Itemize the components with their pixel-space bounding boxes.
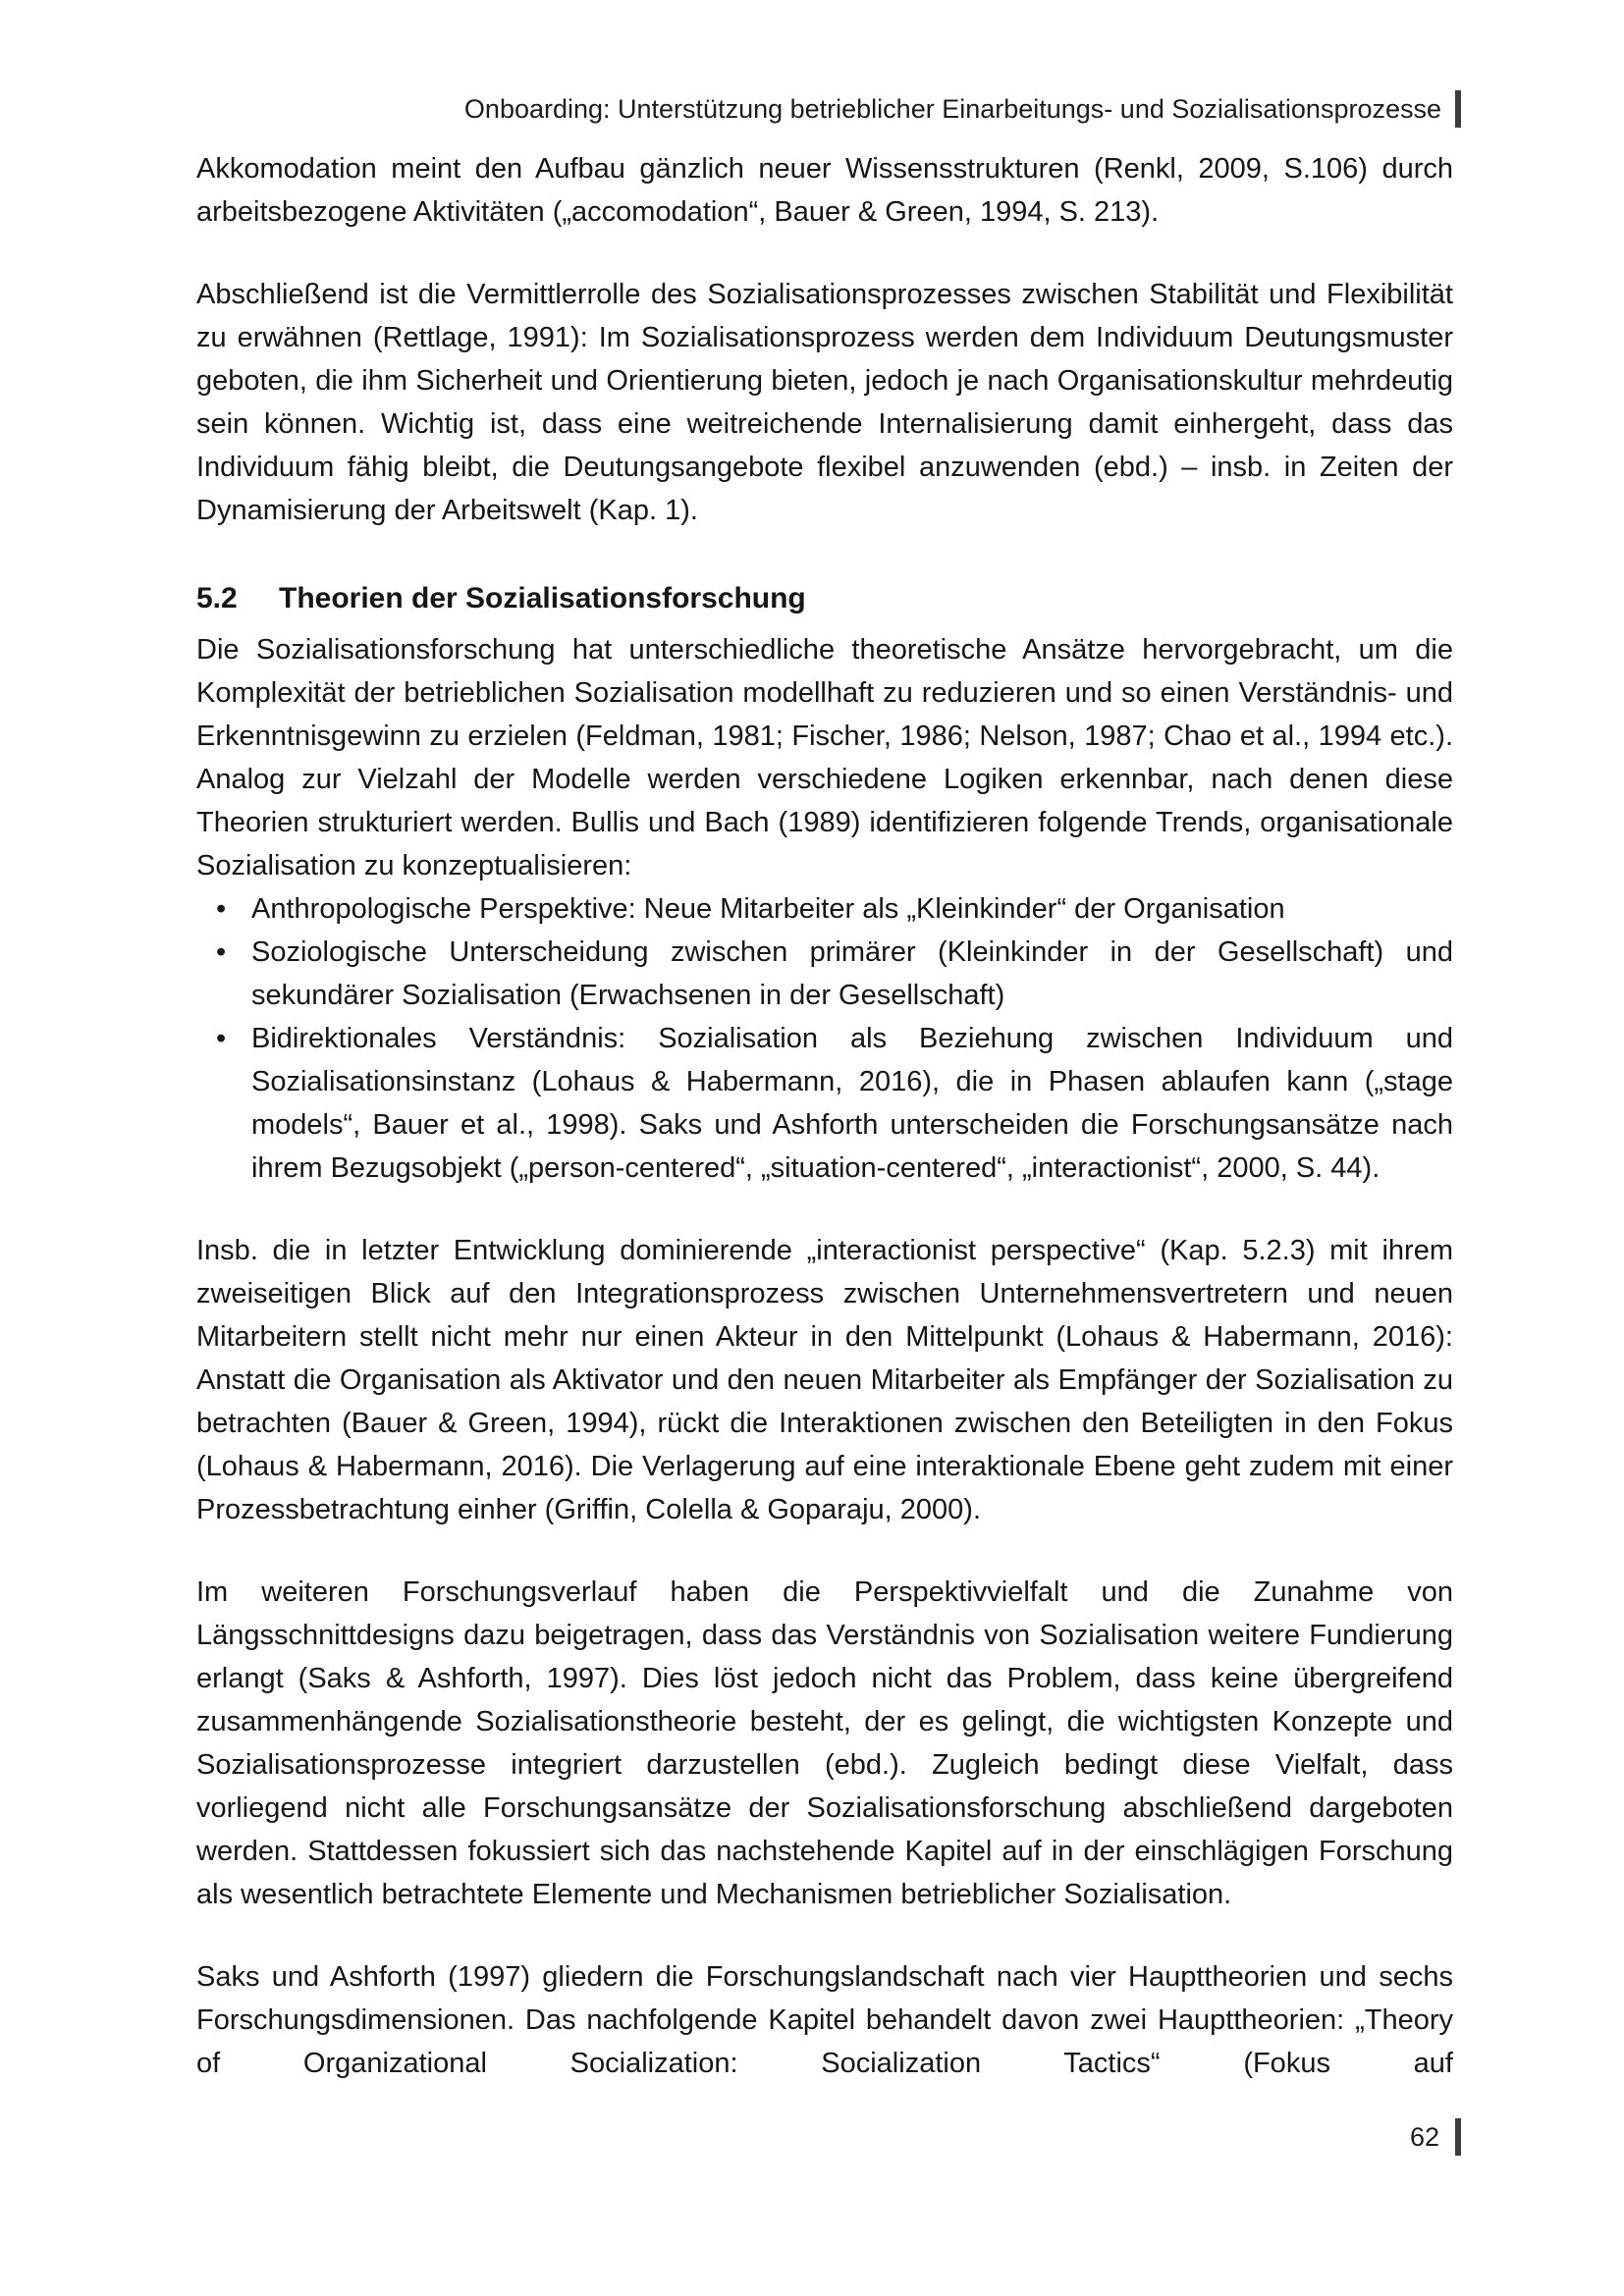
- page-body-text: [196, 147, 1453, 2124]
- bullet-item-bidirektional: • Bidirektionales Verständnis: Sozialisation als Beziehung zwischen Individuum und Sozialisationsinstanz (Lohaus & Habermann, 2016), die in Phasen ablaufen kann („stage models“, Bauer et al., 1998). Saks und Ashforth unterscheiden die Forschungsansätze nach ihrem Bezugsobjekt („person-centered“, „situation-centered“, „interactionist“, 2000, S. 44).: [251, 1017, 1453, 1190]
- page-number-rule: [1455, 2118, 1461, 2156]
- section-title: Theorien der Sozialisationsforschung: [279, 582, 806, 614]
- paragraph-forschungsverlauf: Im weiteren Forschungsverlauf haben die Perspektivvielfalt und die Zunahme von Längsschnittdesigns dazu beigetragen, dass das Verständnis von Sozialisation weitere Fundierung erlangt (Saks & Ashforth, 1997). Dies löst jedoch nicht das Problem, dass keine übergreifend zusammenhängende Sozialisationstheorie besteht, der es gelingt, die wichtigsten Konzepte und Sozialisationsprozesse integriert darzustellen (ebd.). Zugleich bedingt diese Vielfalt, dass vorliegend nicht alle Forschungsansätze der Sozialisationsforschung abschließend dargeboten werden. Stattdessen fokussiert sich das nachstehende Kapitel auf in der einschlägigen Forschung als wesentlich betrachtete Elemente und Mechanismen betrieblicher Sozialisation.: [196, 1576, 1453, 1910]
- paragraph-haupttheorien: Saks und Ashforth (1997) gliedern die Forschungslandschaft nach vier Haupttheorien und sechs Forschungsdimensionen. Das nachfolgende Kapitel behandelt davon zwei Haupttheorien: „Theory of Organizational Socialization: Socialization Tactics“ (Fokus auf: [196, 1961, 1453, 2079]
- page-footer: [1410, 2118, 1461, 2156]
- section-number: 5.2: [196, 582, 238, 614]
- paragraph-intro-theorien: Die Sozialisationsforschung hat unterschiedliche theoretische Ansätze hervorgebracht, um die Komplexität der betrieblichen Sozialisation modellhaft zu reduzieren und so einen Verständnis- und Erkenntnisgewinn zu erzielen (Feldman, 1981; Fischer, 1986; Nelson, 1987; Chao et al., 1994 etc.). Analog zur Vielzahl der Modelle werden verschiedene Logiken erkennbar, nach denen diese Theorien strukturiert werden. Bullis und Bach (1989) identifizieren folgende Trends, organisationale Sozialisation zu konzeptualisieren:: [196, 634, 1453, 881]
- running-header: [464, 90, 1461, 128]
- header-rule: [1455, 90, 1461, 128]
- section-heading: [196, 577, 1453, 620]
- paragraph-akkomodation: Akkomodation meint den Aufbau gänzlich neuer Wissensstrukturen (Renkl, 2009, S.106) durch arbeitsbezogene Aktivitäten („accomodation“, Bauer & Green, 1994, S. 213).: [196, 153, 1453, 228]
- bullet-item-soziologisch: • Soziologische Unterscheidung zwischen primärer (Kleinkinder in der Gesellschaft) und sekundärer Sozialisation (Erwachsenen in der Gesellschaft): [251, 931, 1453, 1017]
- page-number: 62: [1409, 2122, 1439, 2152]
- paragraph-vermittlerrolle: Abschließend ist die Vermittlerrolle des Sozialisationsprozesses zwischen Stabilität und Flexibilität zu erwähnen (Rettlage, 1991): Im Sozialisationsprozess werden dem Individuum Deutungsmuster geboten, die ihm Sicherheit und Orientierung bieten, jedoch je nach Organisationskultur mehrdeutig sein können. Wichtig ist, dass eine weitreichende Internalisierung damit einhergeht, dass das Individuum fähig bleibt, die Deutungsangebote flexibel anzuwenden (ebd.) – insb. in Zeiten der Dynamisierung der Arbeitswelt (Kap. 1).: [196, 279, 1453, 526]
- paragraph-interactionist: Insb. die in letzter Entwicklung dominierende „interactionist perspective“ (Kap. 5.2.3) mit ihrem zweiseitigen Blick auf den Integrationsprozess zwischen Unternehmensvertretern und neuen Mitarbeitern stellt nicht mehr nur einen Akteur in den Mittelpunkt (Lohaus & Habermann, 2016): Anstatt die Organisation als Aktivator und den neuen Mitarbeiter als Empfänger der Sozialisation zu betrachten (Bauer & Green, 1994), rückt die Interaktionen zwischen den Beteiligten in den Fokus (Lohaus & Habermann, 2016). Die Verlagerung auf eine interaktionale Ebene geht zudem mit einer Prozessbetrachtung einher (Griffin, Colella & Goparaju, 2000).: [196, 1235, 1453, 1525]
- bullet-list: [196, 887, 1453, 1190]
- bullet-item-anthropologisch: • Anthropologische Perspektive: Neue Mitarbeiter als „Kleinkinder“ der Organisation: [251, 887, 1453, 931]
- running-header-text: Onboarding: Unterstützung betrieblicher Einarbeitungs- und Sozialisationsprozesse: [463, 94, 1441, 124]
